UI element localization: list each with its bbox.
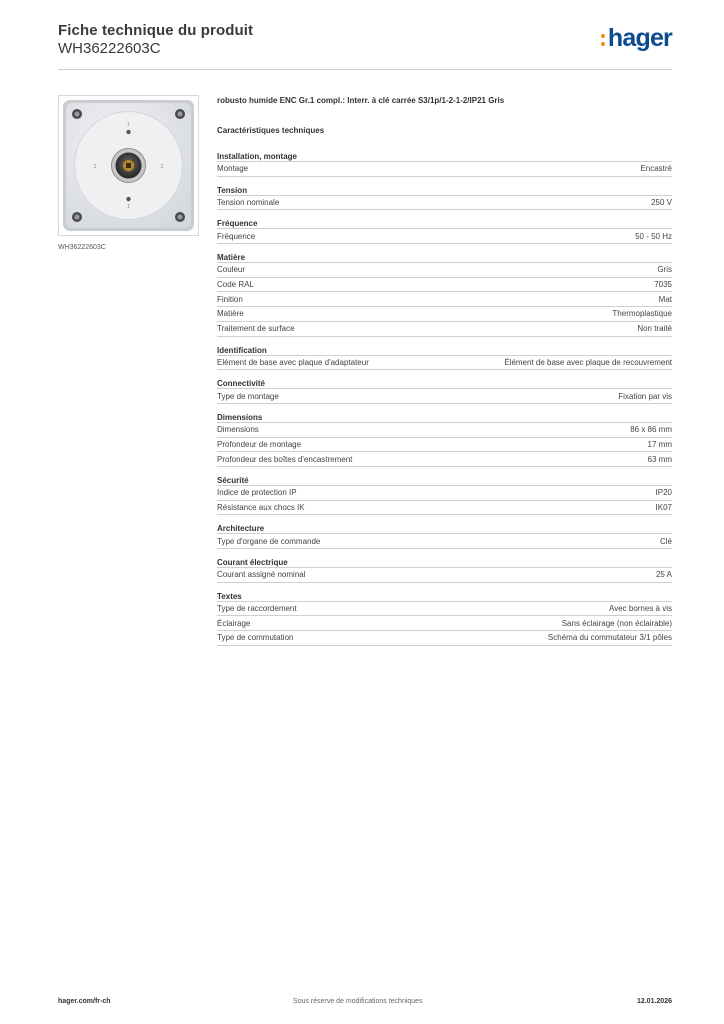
spec-row (217, 229, 672, 244)
dial-mark-bottom: 1 (127, 204, 130, 210)
section-title: Installation, montage (217, 152, 672, 162)
logo-text: hager (607, 24, 672, 52)
section-title: Architecture (217, 524, 672, 534)
product-reference: WH36222603C (58, 40, 161, 57)
spec-label: Dimensions (217, 425, 259, 435)
spec-row (217, 452, 672, 467)
spec-row (217, 631, 672, 646)
section-title: Tension (217, 186, 672, 196)
spec-row (217, 307, 672, 322)
spec-value: Encastré (640, 164, 672, 174)
spec-value: 63 mm (647, 454, 672, 464)
spec-row (217, 292, 672, 307)
spec-value: Élément de base avec plaque de recouvrement (504, 357, 672, 367)
spec-section (217, 186, 672, 211)
dial-dot-bottom (126, 197, 130, 201)
section-title: Courant électrique (217, 558, 672, 568)
spec-label: Couleur (217, 265, 246, 275)
spec-section (217, 379, 672, 404)
spec-section (217, 558, 672, 583)
dial-mark-left: 2 (93, 164, 97, 170)
spec-row (217, 278, 672, 293)
spec-row (217, 486, 672, 501)
spec-label: Type d'organe de commande (217, 536, 321, 546)
spec-value: IK07 (655, 502, 672, 512)
spec-sections (217, 152, 672, 646)
spec-label: Traitement de surface (217, 324, 295, 334)
spec-section (217, 346, 672, 371)
spec-row (217, 438, 672, 453)
spec-section (217, 592, 672, 646)
section-title: Identification (217, 346, 672, 356)
spec-label: Code RAL (217, 280, 254, 290)
spec-value: Schéma du commutateur 3/1 pôles (547, 633, 672, 643)
spec-value: Mat (658, 294, 672, 304)
dial-mark-right: 2 (160, 164, 164, 170)
spec-row (217, 534, 672, 549)
spec-label: Résistance aux chocs IK (217, 502, 305, 512)
spec-value: 50 - 50 Hz (635, 231, 672, 241)
footer-note: Sous réserve de modifications techniques (293, 998, 423, 1005)
spec-section (217, 219, 672, 244)
spec-row (217, 389, 672, 404)
spec-value: 17 mm (647, 439, 672, 449)
spec-label: Matière (217, 309, 244, 319)
spec-row (217, 196, 672, 211)
spec-label: Montage (217, 164, 249, 174)
spec-label: Profondeur des boîtes d'encastrement (217, 454, 353, 464)
spec-row (217, 322, 672, 337)
photo-caption: WH36222603C (58, 244, 106, 251)
spec-section (217, 476, 672, 515)
spec-value: Clé (659, 536, 672, 546)
footer-website-link[interactable]: hager.com/fr-ch (58, 998, 111, 1005)
spec-value: 7035 (654, 280, 672, 290)
spec-label: Éclairage (217, 618, 251, 628)
page-header (58, 22, 672, 70)
spec-label: Indice de protection IP (217, 488, 297, 498)
section-title: Dimensions (217, 413, 672, 423)
spec-value: Gris (657, 265, 672, 275)
spec-label: Fréquence (217, 231, 256, 241)
spec-row (217, 356, 672, 371)
spec-value: IP20 (655, 488, 672, 498)
spec-row (217, 501, 672, 516)
spec-value: Sans éclairage (non éclairable) (561, 618, 672, 628)
section-title: Sécurité (217, 476, 672, 486)
spec-row (217, 602, 672, 617)
spec-label: Type de montage (217, 391, 279, 401)
spec-section (217, 152, 672, 177)
spec-row (217, 263, 672, 278)
section-title: Connectivité (217, 379, 672, 389)
product-description: robusto humide ENC Gr.1 compl.: Interr. à clé carrée S3/1p/1-2-1-2/IP21 Gris (217, 96, 505, 105)
spec-section (217, 524, 672, 549)
spec-label: Courant assigné nominal (217, 570, 306, 580)
logo-dots-icon (601, 30, 605, 47)
spec-row (217, 423, 672, 438)
section-title: Textes (217, 592, 672, 602)
spec-label: Type de commutation (217, 633, 294, 643)
spec-label: Profondeur de montage (217, 439, 302, 449)
dial-dot-top (126, 130, 130, 134)
key-switch-product-photo (59, 96, 198, 235)
spec-value: Avec bornes à vis (609, 604, 672, 614)
spec-label: Tension nominale (217, 198, 280, 208)
spec-value: Fixation par vis (618, 391, 672, 401)
spec-sheet (217, 96, 672, 655)
spec-row (217, 616, 672, 631)
spec-value: 250 V (651, 198, 672, 208)
hager-logo (608, 26, 672, 51)
spec-value: Non traité (637, 324, 672, 334)
spec-section (217, 413, 672, 467)
product-photo (58, 95, 199, 236)
section-title: Matière (217, 253, 672, 263)
spec-value: 25 A (655, 570, 672, 580)
spec-row (217, 568, 672, 583)
spec-label: Type de raccordement (217, 604, 297, 614)
spec-label: Elément de base avec plaque d'adaptateur (217, 357, 369, 367)
dial-mark-top: 1 (127, 122, 130, 128)
spec-row (217, 162, 672, 177)
footer-date: 12.01.2026 (636, 998, 672, 1005)
section-title: Fréquence (217, 219, 672, 229)
spec-label: Finition (217, 294, 243, 304)
specs-heading: Caractéristiques techniques (217, 126, 325, 135)
spec-value: Thermoplastique (612, 309, 672, 319)
document-title: Fiche technique du produit (58, 22, 254, 39)
spec-value: 86 x 86 mm (630, 425, 672, 435)
spec-section (217, 253, 672, 336)
